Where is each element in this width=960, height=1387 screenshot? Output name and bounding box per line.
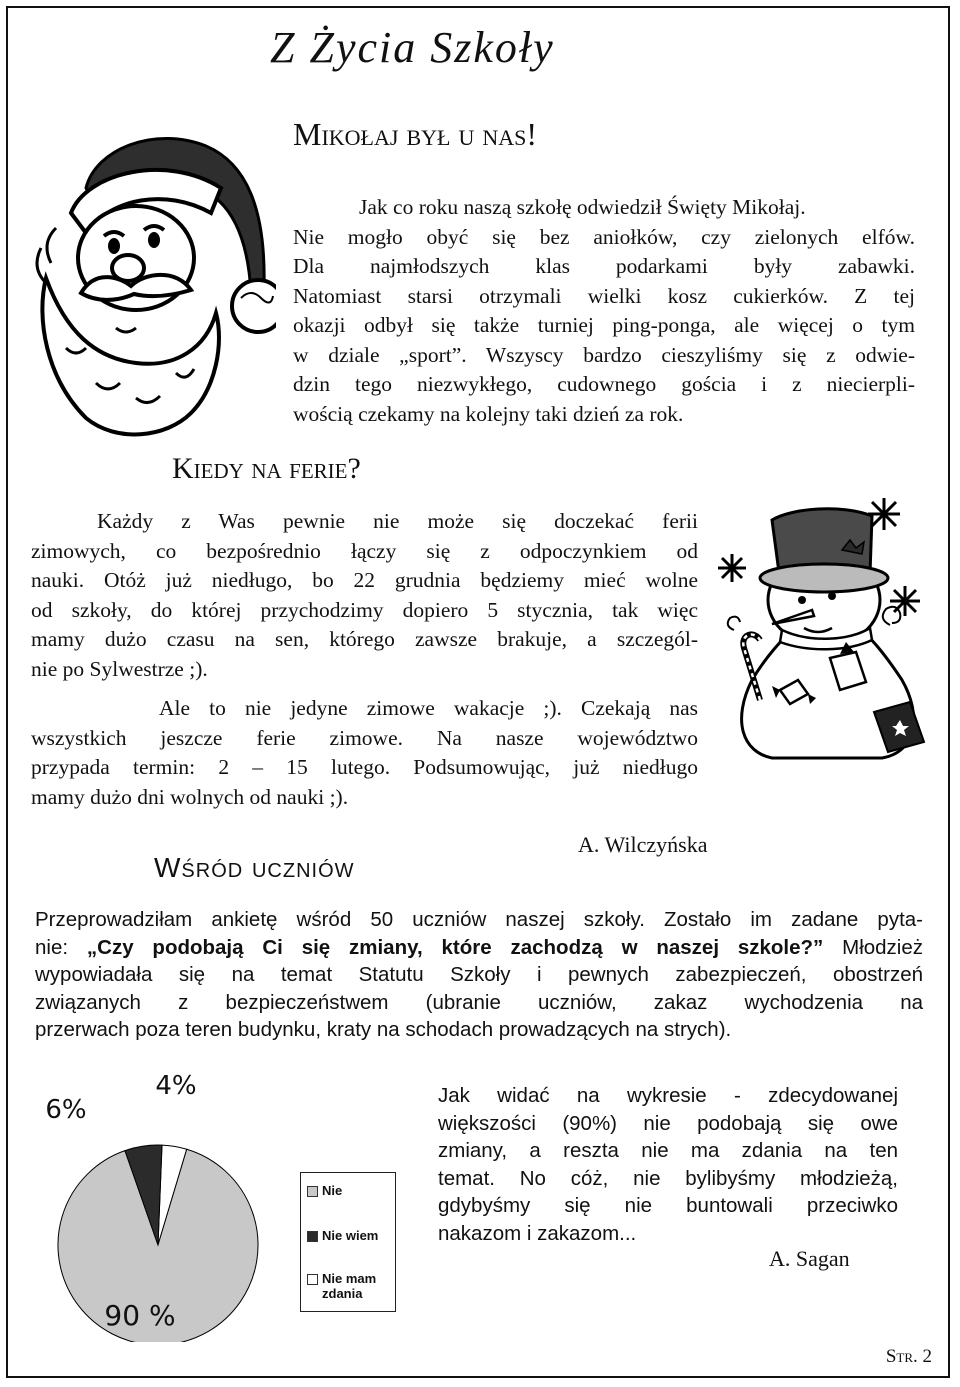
pie-label: 6% <box>45 1095 87 1125</box>
legend-text-line: zdania <box>322 1286 363 1301</box>
legend-label <box>322 1183 342 1198</box>
article2-line: przypada termin: 2 – 15 lutego. Podsumowując, już niedługo <box>31 755 698 779</box>
pie-label: 90 % <box>104 1299 176 1332</box>
conclusion-line: temat. No cóż, nie bylibyśmy młodzieżą, <box>438 1166 898 1190</box>
legend-swatch <box>307 1186 318 1197</box>
page-number: Str. 2 <box>885 1346 932 1367</box>
article3-line: Przeprowadziłam ankietę wśród 50 uczniów naszej szkoły. Zostało im zadane pyta- <box>35 908 923 931</box>
article2-line: Ale to nie jedyne zimowe wakacje ;). Czekają nas <box>159 696 698 720</box>
article2-line: mamy dużo czasu na sen, którego zawsze brakuje, a szczegól- <box>31 627 698 651</box>
article3-line: związanych z bezpieczeństwem (ubranie uczniów, zakaz wychodzenia na <box>35 990 923 1014</box>
article2-line: nauki. Otóż już niedługo, bo 22 grudnia będziemy mieć wolne <box>31 568 698 592</box>
article1-line: w dziale „sport”. Wszyscy bardzo cieszyliśmy się z odwie- <box>293 342 915 367</box>
article3-conclusion <box>438 1082 898 1247</box>
article3-heading: Wśród uczniów <box>154 852 355 883</box>
snowman-illustration <box>712 490 944 762</box>
legend-item <box>307 1228 378 1243</box>
article2-line: wszystkich jeszcze ferie zimowe. Na nasze województwo <box>31 725 698 750</box>
article3-author: A. Sagan <box>769 1246 850 1271</box>
legend-text-line: Nie mam <box>322 1271 377 1286</box>
legend-text-line: Nie wiem <box>322 1228 379 1243</box>
legend-swatch <box>307 1274 318 1285</box>
article1-line: Dla najmłodszych klas podarkami były zabawki. <box>293 254 915 278</box>
article3-question-prefix: nie: <box>35 935 87 959</box>
article2-line: nie po Sylwestrze ;). <box>31 656 208 681</box>
legend-text-line: Nie <box>322 1183 343 1198</box>
article1-line: wością czekamy na kolejny taki dzień za rok. <box>293 401 684 426</box>
article1-line: Nie mogło obyć się bez aniołków, czy zielonych elfów. <box>293 224 915 249</box>
article2-line: zimowych, co bezpośrednio łączy się z odpoczynkiem od <box>31 538 698 563</box>
legend-label <box>322 1228 378 1243</box>
article3-line: przerwach poza teren budynku, kraty na schodach prowadzących na strych). <box>35 1018 732 1041</box>
legend-label <box>322 1271 376 1301</box>
page-title: Z Życia Szkoły <box>270 23 555 72</box>
article2-author: A. Wilczyńska <box>578 832 708 857</box>
article1-body <box>293 193 915 429</box>
survey-question: „Czy podobają Ci się zmiany, które zachodzą w naszej szkole?” <box>86 935 824 959</box>
article2-line: Każdy z Was pewnie nie może się doczekać ferii <box>97 509 698 533</box>
article1-line: Jak co roku naszą szkołę odwiedził Święty Mikołaj. <box>359 195 806 219</box>
article3-intro <box>35 906 923 1044</box>
article2-para2 <box>31 694 698 812</box>
article1-line: okazji odbył się także turniej ping-ponga, ale więcej o tym <box>293 313 915 337</box>
article3-line: wypowiadała się na temat Statutu Szkoły i pewnych zabezpieczeń, obostrzeń <box>35 963 923 986</box>
conclusion-line: nakazom i zakazom... <box>438 1221 637 1245</box>
article1-line: Natomiast starsi otrzymali wielki kosz cukierków. Z tej <box>293 283 915 308</box>
article2-para1 <box>31 507 698 684</box>
article3-question-suffix: Młodzież <box>823 935 924 959</box>
chart-legend <box>300 1172 396 1312</box>
article2-line: od szkoły, do której przychodzimy dopiero 5 stycznia, tak więc <box>31 597 698 622</box>
article1-heading: Mikołaj był u nas! <box>293 116 537 152</box>
survey-pie-chart <box>36 1060 294 1342</box>
pie-label: 4% <box>155 1071 197 1101</box>
santa-illustration <box>26 118 276 448</box>
conclusion-line: zmiany, a reszta nie ma zdania na ten <box>438 1139 898 1162</box>
conclusion-line: Jak widać na wykresie - zdecydowanej <box>438 1084 898 1107</box>
legend-swatch <box>307 1231 318 1242</box>
article2-heading: Kiedy na ferie? <box>172 452 361 485</box>
article2-line: mamy dużo dni wolnych od nauki ;). <box>31 784 349 809</box>
legend-item <box>307 1183 342 1198</box>
conclusion-line: większości (90%) nie podobają się owe <box>438 1111 898 1135</box>
article3-question-line <box>35 934 923 962</box>
article1-line: dzin tego niezwykłego, cudownego gościa i z niecierpli- <box>293 372 915 396</box>
conclusion-line: gdybyśmy się nie buntowali przeciwko <box>438 1194 898 1217</box>
legend-item <box>307 1271 376 1301</box>
